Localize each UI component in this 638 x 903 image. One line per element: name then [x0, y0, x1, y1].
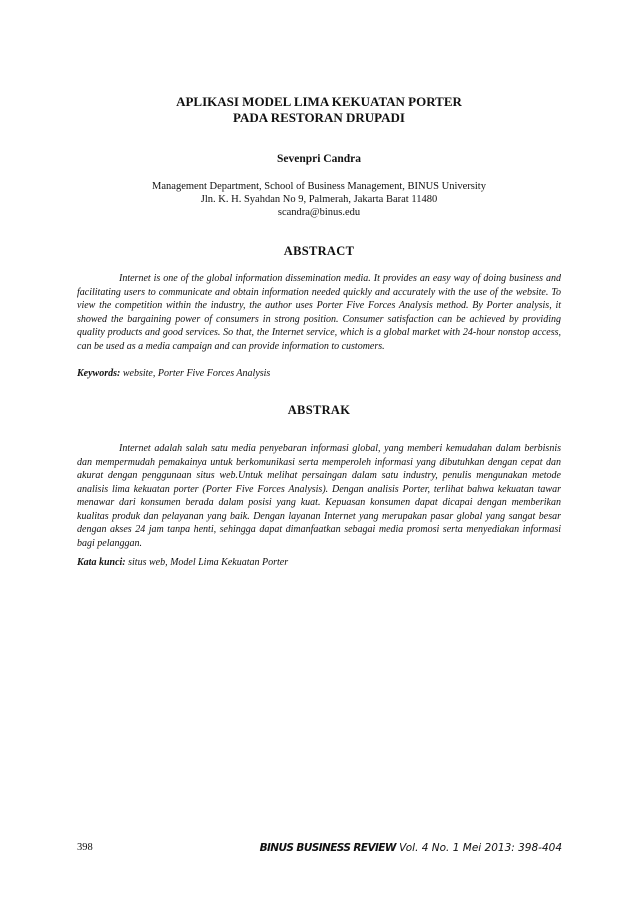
kata-kunci-text: situs web, Model Lima Kekuatan Porter	[125, 557, 289, 568]
affiliation-line-1: Management Department, School of Business Management, BINUS University	[152, 181, 486, 192]
keywords-text: website, Porter Five Forces Analysis	[120, 368, 271, 379]
abstract-heading: ABSTRACT	[283, 244, 355, 258]
title-line-1: APLIKASI MODEL LIMA KEKUATAN PORTER	[176, 94, 462, 109]
journal-footer	[260, 842, 562, 854]
keywords-label: Keywords:	[77, 368, 121, 379]
kata-kunci-label: Kata kunci:	[77, 557, 126, 568]
abstrak-heading: ABSTRAK	[287, 403, 351, 417]
author-email: scandra@binus.edu	[277, 207, 361, 218]
kata-kunci-line	[77, 557, 561, 568]
journal-name: BINUS BUSINESS REVIEW	[259, 842, 396, 854]
journal-issue: Vol. 4 No. 1 Mei 2013: 398-404	[395, 842, 562, 854]
page-number: 398	[77, 842, 93, 853]
affiliation	[0, 180, 638, 219]
author-name: Sevenpri Candra	[276, 153, 362, 165]
abstrak-paragraph: Internet adalah salah satu media penyebaran informasi global, yang memberi kemudahan dalam berbisnis dan mempermudah pemakainya untuk berkomunikasi serta memperoleh informasi yang dibutuhkan dengan cepat dan akurat dengan penggunaan situs web.Untuk melihat persaingan dalam satu industry, penulis mengunakan metode analisis lima kekuatan porter (Porter Five Forces Analysis). Dengan analisis Porter, terlihat bahwa kekuatan tawar menawar dari konsumen berada dalam posisi yang kuat. Kepuasan konsumen dapat dicapai dengan memberikan kualitas produk dan pelayanan yang baik. Dengan layanan Internet yang merupakan pasar global yang sangat besar dengan akses 24 jam tanpa henti, sehingga dapat dimanfaatkan sebagai media promosi serta menyediakan informasi bagi pelanggan.	[77, 443, 561, 549]
affiliation-line-2: Jln. K. H. Syahdan No 9, Palmerah, Jakarta Barat 11480	[200, 194, 438, 205]
title-line-2: PADA RESTORAN DRUPADI	[233, 110, 405, 125]
paper-title	[0, 94, 638, 126]
abstract-paragraph: Internet is one of the global information dissemination media. It provides an easy way of doing business and facilitating users to communicate and obtain information needed quickly and accurately with the use of the website. To view the competition within the industry, the author uses Porter Five Forces Analysis method. By Porter analysis, it showed the bargaining power of consumers in strong position. Consumer satisfaction can be achieved by providing quality products and good services. So that, the Internet service, which is a global market with 24-hour nonstop access, can be used as a media campaign and can provide information to customers.	[77, 273, 561, 352]
keywords-line	[77, 368, 561, 379]
